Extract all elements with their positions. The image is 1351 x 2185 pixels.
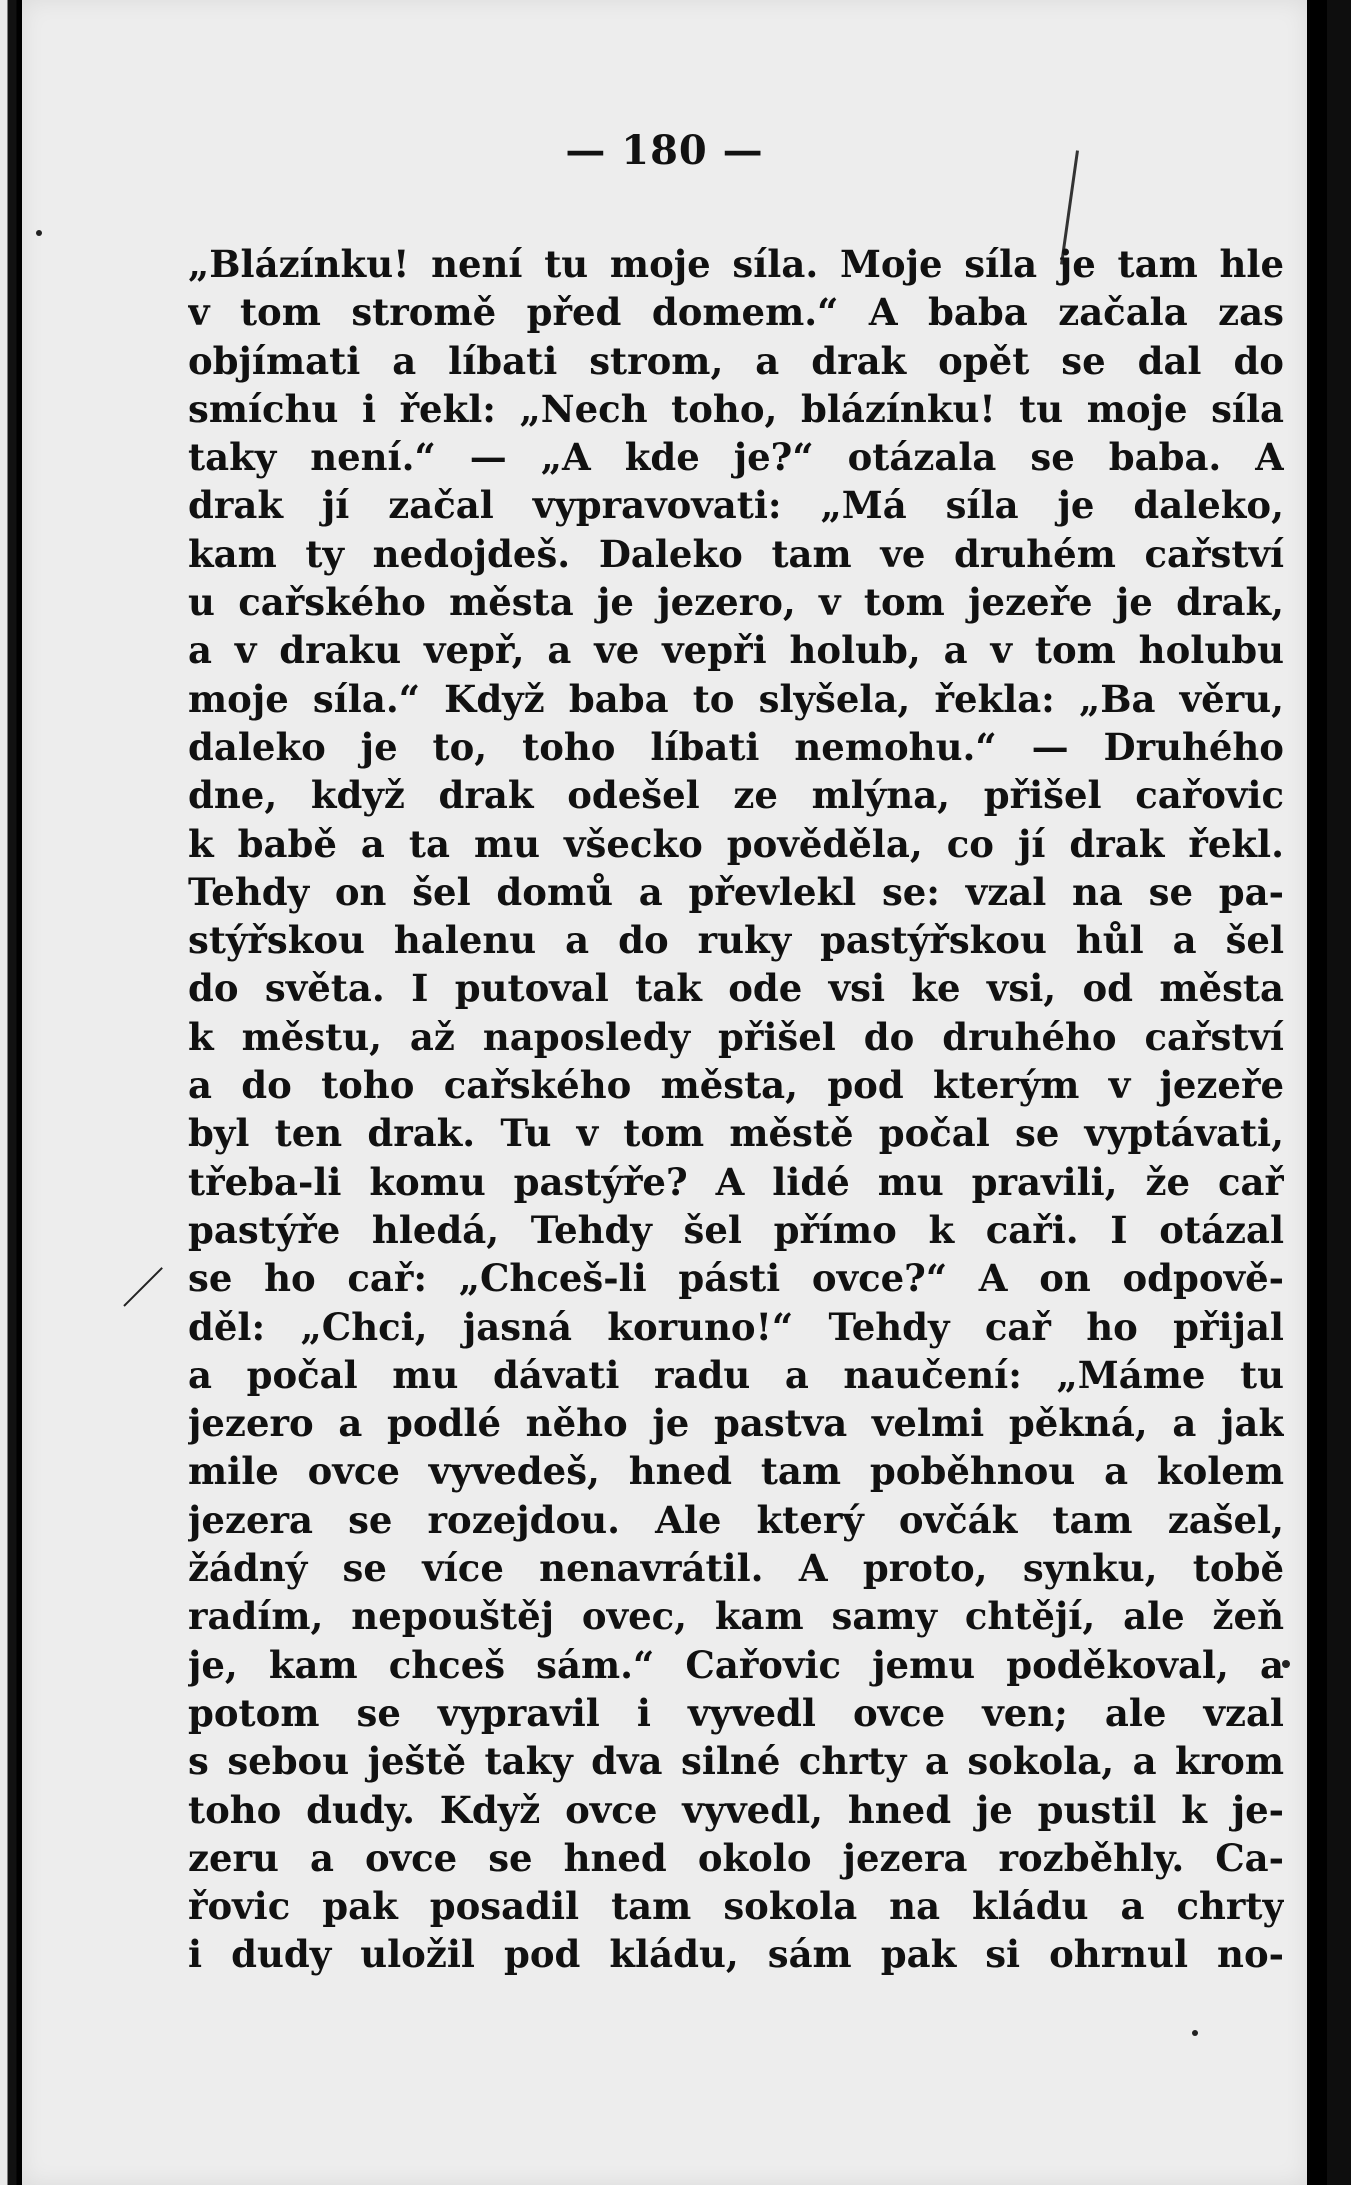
text-line: jezera se rozejdou. Ale který ovčák tam zašel, — [188, 1497, 1284, 1542]
text-line: se ho cař: „Chceš-li pásti ovce?“ A on odpově- — [188, 1256, 1284, 1301]
text-line: a v draku vepř, a ve vepři holub, a v tom holubu — [188, 628, 1284, 673]
text-line: radím, nepouštěj ovec, kam samy chtějí, ale žeň — [188, 1594, 1284, 1639]
margin-pencil-mark — [123, 1267, 163, 1307]
text-line: a počal mu dávati radu a naučení: „Máme tu — [188, 1352, 1284, 1397]
text-line: byl ten drak. Tu v tom městě počal se vyptávati, — [188, 1111, 1284, 1156]
text-line: objímati a líbati strom, a drak opět se dal do — [188, 338, 1284, 383]
text-line: smíchu i řekl: „Nech toho, blázínku! tu moje síla — [188, 386, 1284, 431]
text-line: „Blázínku! není tu moje síla. Moje síla je tam hle — [188, 242, 1284, 286]
page-number-header: — 180 — — [565, 127, 764, 174]
text-line: do světa. I putoval tak ode vsi ke vsi, od města — [188, 966, 1284, 1011]
text-line: taky není.“ — „A kde je?“ otázala se baba. A — [188, 435, 1284, 480]
text-line: toho dudy. Když ovce vyvedl, hned je pustil k je- — [188, 1787, 1284, 1832]
text-line: řovic pak posadil tam sokola na kládu a chrty — [188, 1884, 1284, 1929]
text-line: drak jí začal vypravovati: „Má síla je daleko, — [188, 483, 1284, 528]
text-line: děl: „Chci, jasná koruno!“ Tehdy cař ho přijal — [188, 1304, 1284, 1349]
text-line: pastýře hledá, Tehdy šel přímo k caři. I otázal — [188, 1207, 1284, 1252]
text-line: k městu, až naposledy přišel do druhého cařství — [188, 1014, 1284, 1059]
speck — [1192, 2030, 1198, 2036]
text-line: a do toho cařského města, pod kterým v jezeře — [188, 1063, 1284, 1108]
text-line: potom se vypravil i vyvedl ovce ven; ale vzal — [188, 1690, 1284, 1735]
scan-right-edge — [1307, 0, 1351, 2185]
text-line: kam ty nedojdeš. Daleko tam ve druhém cařství — [188, 531, 1284, 576]
text-line: daleko je to, toho líbati nemohu.“ — Druhého — [188, 724, 1284, 769]
text-line: je, kam chceš sám.“ Cařovic jemu poděkoval, a — [188, 1642, 1284, 1687]
text-line: žádný se více nenavrátil. A proto, synku, tobě — [188, 1546, 1284, 1591]
book-page — [22, 0, 1307, 2185]
scan-left-edge — [0, 0, 22, 2185]
body-text — [188, 240, 1284, 2015]
text-line: Tehdy on šel domů a převlekl se: vzal na se pa- — [188, 869, 1284, 914]
text-line: u cařského města je jezero, v tom jezeře je drak, — [188, 580, 1284, 625]
text-line: v tom stromě před domem.“ A baba začala zas — [188, 290, 1284, 335]
text-line: k babě a ta mu všecko pověděla, co jí drak řekl. — [188, 821, 1284, 866]
text-line: i dudy uložil pod kládu, sám pak si ohrnul no- — [188, 1932, 1284, 1977]
text-line: zeru a ovce se hned okolo jezera rozběhly. Ca- — [188, 1835, 1284, 1880]
text-line: jezero a podlé něho je pastva velmi pěkná, a jak — [188, 1401, 1284, 1446]
text-line: dne, když drak odešel ze mlýna, přišel cařovic — [188, 773, 1284, 818]
text-line: s sebou ještě taky dva silné chrty a sokola, a krom — [188, 1739, 1284, 1784]
speck — [36, 230, 42, 236]
text-line: moje síla.“ Když baba to slyšela, řekla: „Ba věru, — [188, 676, 1284, 721]
text-line: mile ovce vyvedeš, hned tam poběhnou a kolem — [188, 1449, 1284, 1494]
text-line: stýřskou halenu a do ruky pastýřskou hůl a šel — [188, 918, 1284, 963]
text-line: třeba-li komu pastýře? A lidé mu pravili, že cař — [188, 1159, 1284, 1204]
